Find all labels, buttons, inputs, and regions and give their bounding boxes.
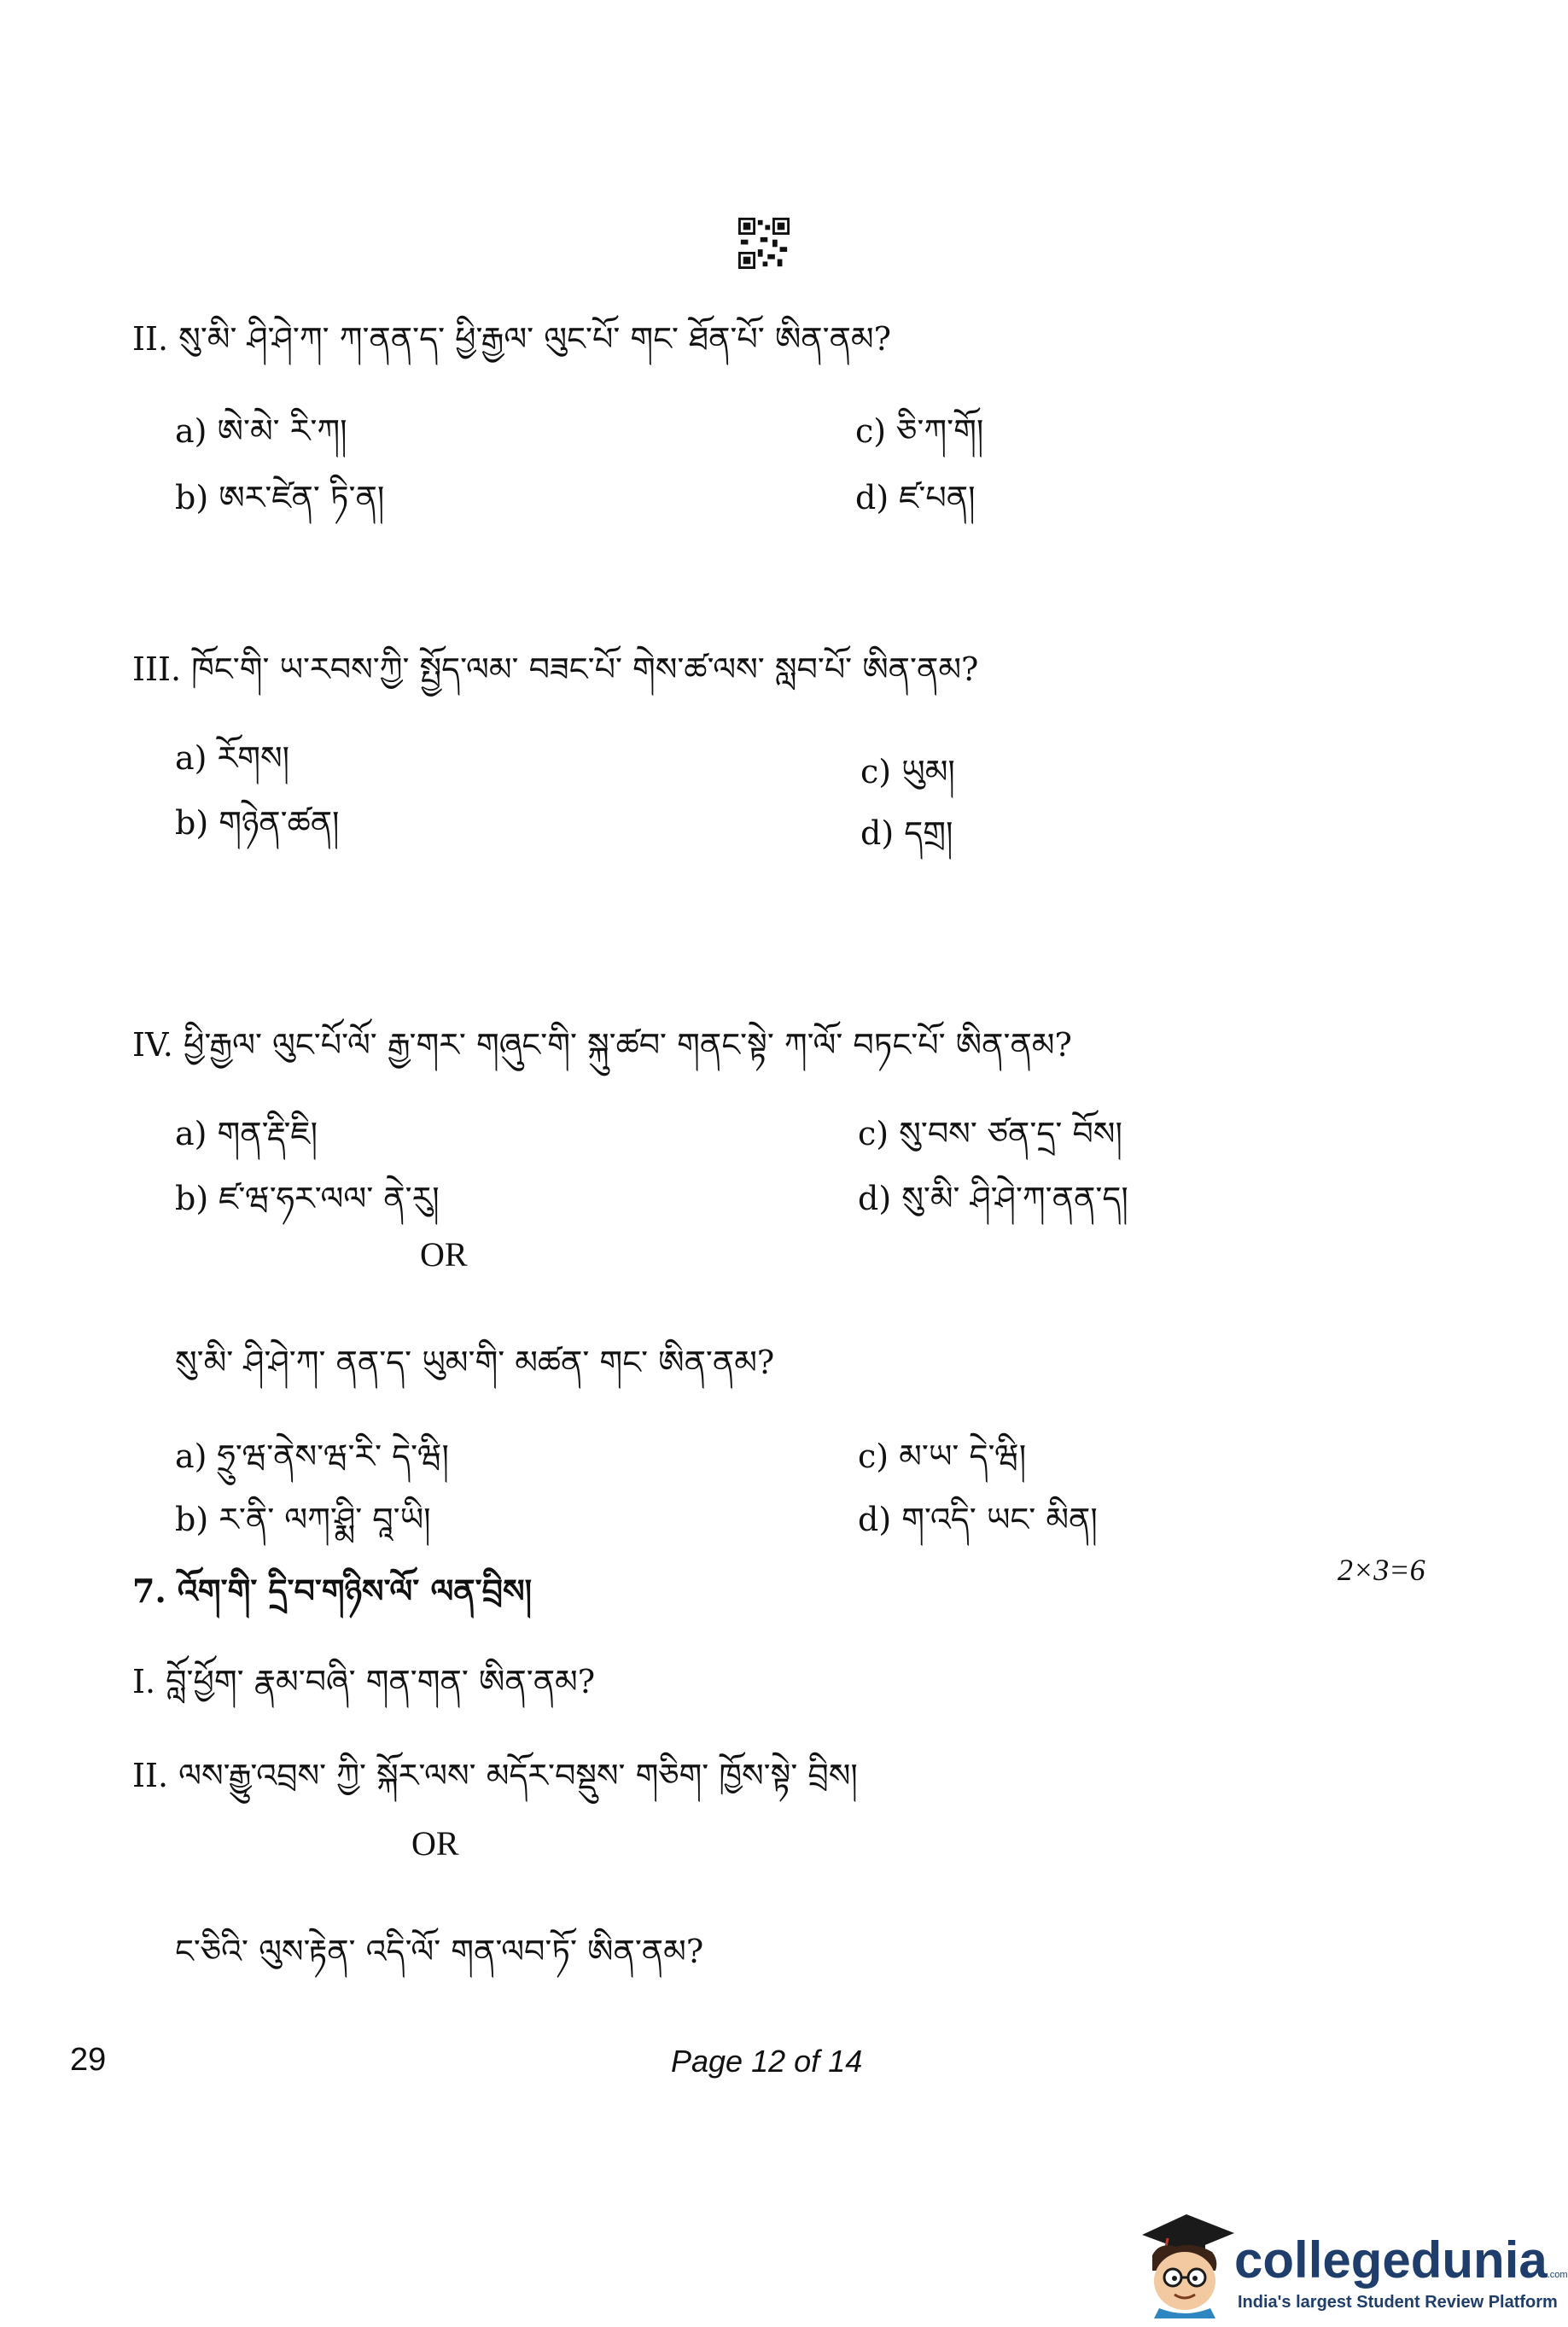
alt-q4-option-a: a) ཧྲུ་ཝ་ནེས་ཝ་རི་ དེ་ཝི། [175, 1438, 449, 1475]
q4-option-a: a) གན་རྡི་ཇི། [175, 1115, 318, 1152]
brand-logo [1134, 2201, 1568, 2320]
brand-tagline: India's largest Student Review Platform [1238, 2293, 1558, 2312]
q4-option-b: b) ཛ་ཝ་ཧར་ལལ་ ནེ་རུ། [175, 1180, 440, 1217]
q3-option-a: a) རོགས། [175, 739, 290, 777]
qr-code-icon [738, 218, 790, 269]
q3-option-c: c) ཡུམ། [860, 753, 955, 790]
brand-domain: .com [1547, 2270, 1568, 2280]
page-total: 14 [828, 2044, 863, 2079]
q2-option-b: b) ཨར་ཛེན་ ཏི་ན། [175, 479, 385, 516]
mascot-icon [1134, 2207, 1236, 2318]
alt-question-7: ང་ཅིའི་ ལུས་རྟེན་ འདི་ལོ་ གན་ལབ་ཏོ་ ཨིན་ནམ? [175, 1933, 704, 1970]
or-label-2: OR [411, 1824, 459, 1863]
alt-q4-option-d: d) ག་འདི་ ཡང་ མིན། [858, 1501, 1098, 1538]
q4-option-d: d) སུ་མི་ ཤི་ཤེ་ཀ་ནན་ད། [858, 1180, 1128, 1217]
section-7-heading: 7. འོག་གི་ དྲི་བ་གཉིས་ལོ་ ལན་བྲིས། [132, 1572, 533, 1610]
question-7-2: II. ལས་རྒྱུ་འབྲས་ ཀྱི་ སྐོར་ལས་ མདོར་བསྡུས་ གཅིག་ ཁྱོས་སྟེ་ བྲིས། [132, 1757, 858, 1794]
alt-q4-option-b: b) ར་ནི་ ལཀ་ཤྨི་ བཱ་ཡི། [175, 1501, 431, 1538]
q2-option-c: c) ཅི་ཀ་གོ། [855, 412, 984, 450]
question-7-1: I. བློ་ཕྱོག་ རྣམ་བཞི་ གན་གན་ ཨིན་ནམ? [132, 1663, 596, 1700]
page-current: 12 [751, 2044, 786, 2079]
question-2: II. སུ་མི་ ཤི་ཤེ་ཀ་ ཀ་ནན་ད་ ཕྱི་རྒྱལ་ ལུང་པོ་ གང་ ཐོན་པོ་ ཨིན་ནམ? [132, 320, 891, 358]
question-3: III. ཁོང་གི་ ཡ་རབས་ཀྱི་ སྤྱོད་ལམ་ བཟང་པོ་ གེས་ཚ་ལས་ སླབ་པོ་ ཨིན་ནམ? [132, 650, 979, 688]
marks-label: 2×3=6 [1338, 1553, 1425, 1587]
brand-name: collegedunia [1234, 2231, 1548, 2289]
alt-q4-option-c: c) མ་ཡ་ དེ་ཝི། [858, 1438, 1027, 1475]
page-left-number: 29 [70, 2042, 107, 2078]
q4-option-c: c) སུ་བས་ ཙན་དྲ་ བོས། [858, 1115, 1122, 1152]
page-of: of [794, 2044, 820, 2079]
q2-option-d: d) ཛ་པན། [855, 479, 976, 516]
q3-option-b: b) གཉེན་ཚན། [175, 804, 340, 842]
question-4: IV. ཕྱི་རྒྱལ་ ལུང་པོ་ལོ་ རྒྱ་གར་ གཞུང་གི་ སྐུ་ཚབ་ གནང་སྟེ་ ཀ་ལོ་ བཏང་པོ་ ཨིན་ནམ? [132, 1026, 1072, 1064]
or-label: OR [420, 1235, 468, 1274]
q3-option-d: d) དགྲ། [860, 814, 953, 852]
page-indicator [671, 2044, 862, 2079]
q2-option-a: a) ཨེ་མེ་ རི་ཀ། [175, 412, 347, 450]
page-label: Page [671, 2044, 743, 2079]
alt-question-4: སུ་མི་ ཤི་ཤེ་ཀ་ ནན་ད་ ཡུམ་གི་ མཚན་ གང་ ཨིན་ནམ? [175, 1344, 775, 1381]
